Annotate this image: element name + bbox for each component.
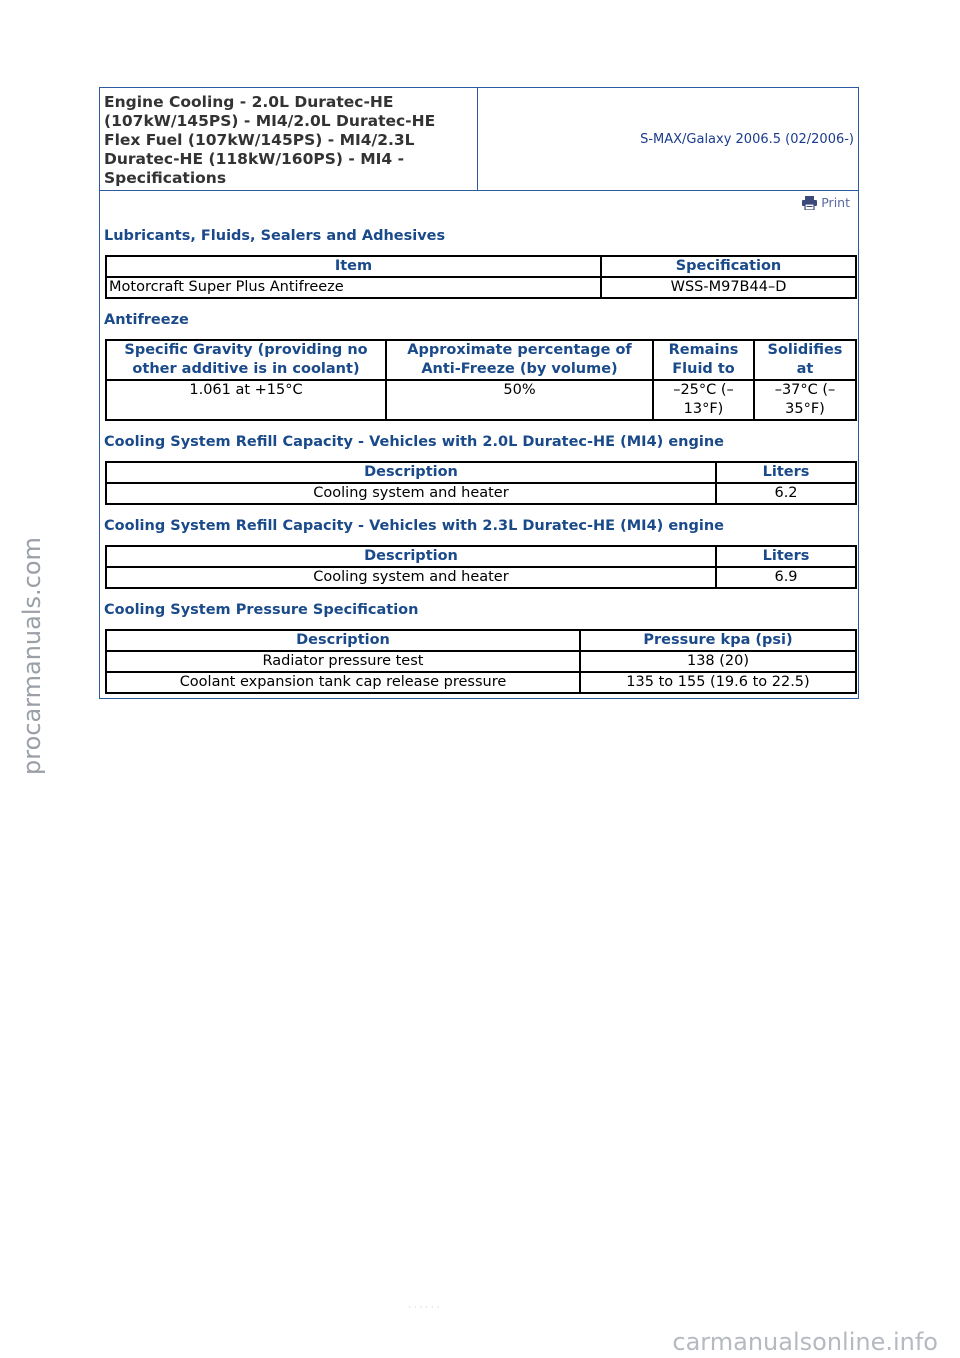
column-header: Description xyxy=(106,546,716,567)
table-cell: Cooling system and heater xyxy=(106,567,716,588)
column-header: Solidifies at xyxy=(754,340,856,380)
table-header-row xyxy=(106,462,856,483)
table-cell: –25°C (–13°F) xyxy=(653,380,754,420)
page-mark: · · · · · · xyxy=(408,1303,440,1313)
column-header: Remains Fluid to xyxy=(653,340,754,380)
column-header: Description xyxy=(106,462,716,483)
document-frame xyxy=(99,87,859,699)
column-header: Description xyxy=(106,630,580,651)
table-cell: 6.9 xyxy=(716,567,856,588)
column-header: Specification xyxy=(601,256,856,277)
table-header-row xyxy=(106,340,856,380)
table-cell: 1.061 at +15°C xyxy=(106,380,386,420)
table-cell: 50% xyxy=(386,380,653,420)
table-row xyxy=(106,672,856,693)
table-cell: Cooling system and heater xyxy=(106,483,716,504)
refill-23-table xyxy=(105,545,857,589)
section-title-lubricants: Lubricants, Fluids, Sealers and Adhesives xyxy=(104,228,446,244)
table-cell: Radiator pressure test xyxy=(106,651,580,672)
print-label: Print xyxy=(821,195,850,210)
lubricants-table xyxy=(105,255,857,299)
section-title-antifreeze: Antifreeze xyxy=(104,312,189,328)
table-row xyxy=(106,567,856,588)
table-row xyxy=(106,380,856,420)
table-header-row xyxy=(106,630,856,651)
section-title-pressure: Cooling System Pressure Specification xyxy=(104,602,419,618)
table-cell: –37°C (–35°F) xyxy=(754,380,856,420)
column-header: Pressure kpa (psi) xyxy=(580,630,856,651)
table-row xyxy=(106,277,856,298)
section-title-refill-23: Cooling System Refill Capacity - Vehicles with 2.3L Duratec-HE (MI4) engine xyxy=(104,518,725,534)
table-cell: 138 (20) xyxy=(580,651,856,672)
column-header: Specific Gravity (providing no other additive is in coolant) xyxy=(106,340,386,380)
model-label: S-MAX/Galaxy 2006.5 (02/2006-) xyxy=(640,131,854,147)
table-cell: WSS-M97B44–D xyxy=(601,277,856,298)
print-button[interactable] xyxy=(802,195,850,210)
section-title-refill-20: Cooling System Refill Capacity - Vehicles with 2.0L Duratec-HE (MI4) engine xyxy=(104,434,725,450)
watermark-procarmanuals: procarmanuals.com xyxy=(18,537,46,775)
table-header-row xyxy=(106,546,856,567)
table-cell: Motorcraft Super Plus Antifreeze xyxy=(106,277,601,298)
table-cell: 6.2 xyxy=(716,483,856,504)
printer-icon xyxy=(802,196,817,210)
refill-20-table xyxy=(105,461,857,505)
table-header-row xyxy=(106,256,856,277)
page-title: Engine Cooling - 2.0L Duratec-HE (107kW/145PS) - MI4/2.0L Duratec-HE Flex Fuel (107kW/145PS) - MI4/2.3L Duratec-HE (118kW/160PS) - MI4 - Specifications xyxy=(100,88,478,190)
table-cell: 135 to 155 (19.6 to 22.5) xyxy=(580,672,856,693)
table-cell: Coolant expansion tank cap release pressure xyxy=(106,672,580,693)
column-header: Liters xyxy=(716,546,856,567)
watermark-carmanualsonline: carmanualsonline.info xyxy=(672,1328,938,1356)
column-header: Liters xyxy=(716,462,856,483)
column-header: Approximate percentage of Anti-Freeze (by volume) xyxy=(386,340,653,380)
document-header xyxy=(100,88,858,191)
pressure-table xyxy=(105,629,857,694)
antifreeze-table xyxy=(105,339,857,421)
table-row xyxy=(106,483,856,504)
table-row xyxy=(106,651,856,672)
column-header: Item xyxy=(106,256,601,277)
